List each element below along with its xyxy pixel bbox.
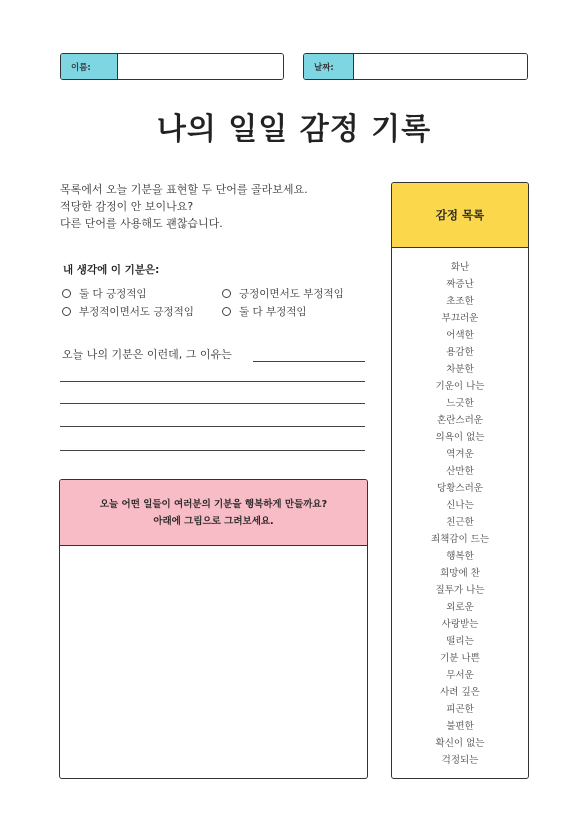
emotion-item: 기운이 나는 <box>435 381 485 392</box>
emotion-item: 역겨운 <box>446 449 474 460</box>
drawing-instruction-2: 아래에 그림으로 그려보세요. <box>153 515 274 527</box>
intro-line-1: 목록에서 오늘 기분을 표현할 두 단어를 골라보세요. <box>60 183 308 196</box>
radio-icon[interactable] <box>62 289 71 298</box>
option-both-negative[interactable] <box>222 304 307 319</box>
emotion-item: 외로운 <box>446 602 474 613</box>
writing-line-4[interactable] <box>60 450 365 451</box>
intro-line-3: 다른 단어를 사용해도 괜찮습니다. <box>60 217 223 230</box>
name-input[interactable] <box>118 54 283 79</box>
option-both-positive[interactable] <box>62 286 147 301</box>
emotion-item: 의욕이 없는 <box>435 432 485 443</box>
emotion-list-box <box>391 182 529 779</box>
page-title: 나의 일일 감정 기록 <box>156 112 432 147</box>
emotion-item: 짜증난 <box>446 279 474 290</box>
option-negative-and-positive[interactable] <box>62 304 194 319</box>
reason-blank-line[interactable] <box>253 361 365 362</box>
emotion-item: 질투가 나는 <box>435 585 485 596</box>
drawing-header <box>60 480 367 546</box>
reason-prompt: 오늘 나의 기분은 이런데, 그 이유는 <box>62 348 232 361</box>
date-label: 날짜: <box>304 54 354 79</box>
writing-line-3[interactable] <box>60 426 365 427</box>
radio-icon[interactable] <box>222 307 231 316</box>
drawing-instruction-1: 오늘 어떤 일들이 여러분의 기분을 행복하게 만들까요? <box>99 498 328 510</box>
emotion-item: 부끄러운 <box>441 313 479 324</box>
emotion-item: 느긋한 <box>446 398 474 409</box>
emotion-item: 피곤한 <box>446 704 474 715</box>
drawing-area[interactable] <box>60 546 367 779</box>
writing-line-2[interactable] <box>60 403 365 404</box>
emotion-item: 친근한 <box>446 517 474 528</box>
option-label: 부정적이면서도 긍정적임 <box>79 306 194 318</box>
emotion-item: 사려 깊은 <box>440 687 480 698</box>
emotion-item: 화난 <box>450 262 470 273</box>
emotion-item: 무서운 <box>446 670 474 681</box>
writing-line-1[interactable] <box>60 381 365 382</box>
emotion-item: 신나는 <box>446 500 474 511</box>
option-label: 긍정이면서도 부정적임 <box>239 288 344 300</box>
date-field <box>303 53 528 80</box>
name-label: 이름: <box>61 54 118 79</box>
option-label: 둘 다 부정적임 <box>239 306 307 318</box>
radio-icon[interactable] <box>62 307 71 316</box>
feeling-section-label: 내 생각에 이 기분은: <box>63 264 160 276</box>
emotion-list-title: 감정 목록 <box>392 183 528 248</box>
emotion-list <box>392 248 528 769</box>
emotion-item: 산만한 <box>446 466 474 477</box>
emotion-item: 떨리는 <box>446 636 474 647</box>
option-label: 둘 다 긍정적임 <box>79 288 147 300</box>
date-input[interactable] <box>354 54 527 79</box>
radio-icon[interactable] <box>222 289 231 298</box>
emotion-item: 차분한 <box>446 364 474 375</box>
option-positive-and-negative[interactable] <box>222 286 344 301</box>
emotion-item: 희망에 찬 <box>440 568 480 579</box>
emotion-item: 불편한 <box>446 721 474 732</box>
intro-text <box>60 181 308 232</box>
emotion-item: 확신이 없는 <box>435 738 485 749</box>
emotion-item: 혼란스러운 <box>437 415 483 426</box>
emotion-item: 기분 나쁜 <box>440 653 480 664</box>
emotion-item: 용감한 <box>446 347 474 358</box>
emotion-item: 걱정되는 <box>441 755 479 766</box>
drawing-box <box>59 479 368 779</box>
emotion-item: 행복한 <box>446 551 474 562</box>
emotion-item: 죄책감이 드는 <box>430 534 490 545</box>
emotion-item: 당황스러운 <box>437 483 483 494</box>
emotion-item: 사랑받는 <box>441 619 479 630</box>
intro-line-2: 적당한 감정이 안 보이나요? <box>60 200 194 213</box>
emotion-item: 초조한 <box>446 296 474 307</box>
name-field <box>60 53 284 80</box>
emotion-item: 어색한 <box>446 330 474 341</box>
